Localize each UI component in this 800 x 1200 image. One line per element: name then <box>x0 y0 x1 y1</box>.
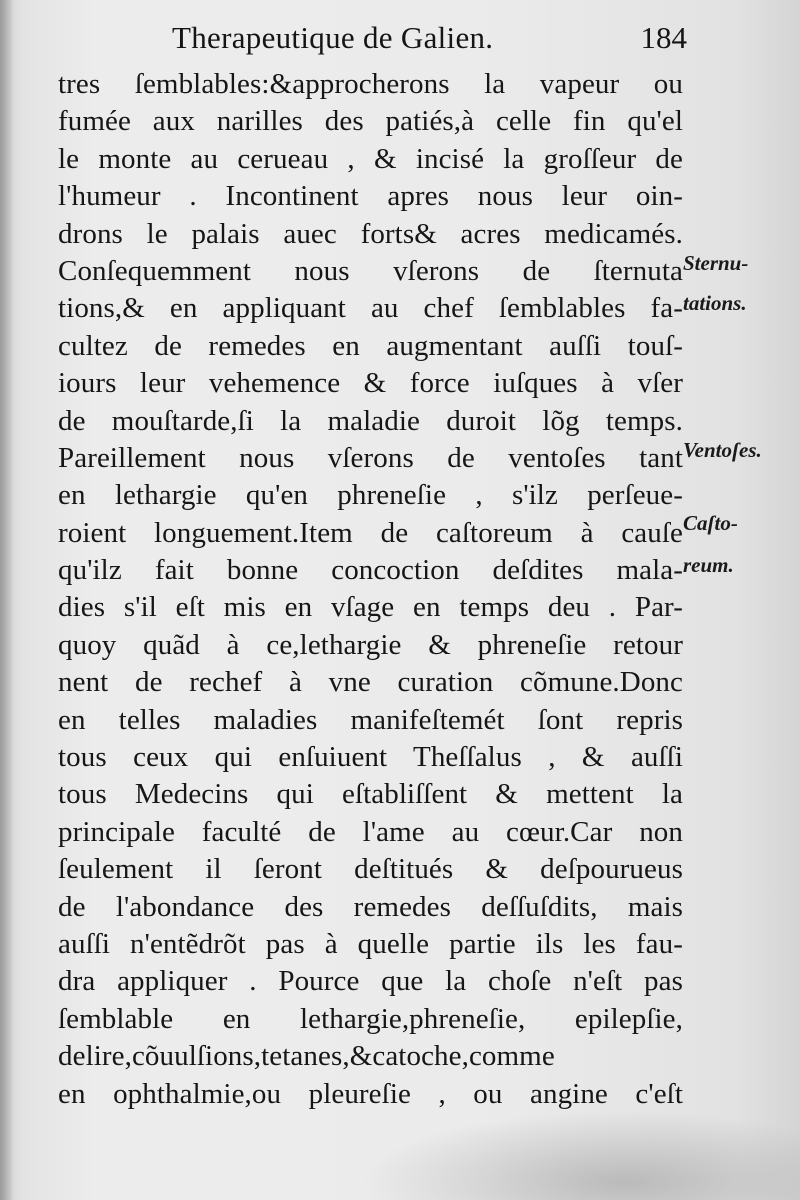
page-header <box>172 20 687 60</box>
page-number: 184 <box>640 20 687 55</box>
text-line: principale faculté de l'ame au cœur.Car non <box>58 815 683 848</box>
text-line: cultez de remedes en augmentant auſſi touſ- <box>58 329 683 362</box>
text-line: de mouſtarde,ſi la maladie duroit lõg temps. <box>58 404 683 437</box>
text-line: Conſequemment nous vſerons de ſternuta <box>58 254 683 287</box>
margin-note-castoreum-1: Caſto- <box>683 511 738 535</box>
text-line: dies s'il eſt mis en vſage en temps deu . Par- <box>58 591 683 624</box>
text-line: quoy quãd à ce,lethargie & phreneſie retour <box>58 628 683 661</box>
text-line: roient longuement.Item de caſtoreum à cauſe <box>58 516 683 549</box>
text-line: auſſi n'entẽdrõt pas à quelle partie ils les fau- <box>58 927 683 960</box>
text-line: ſeulement il ſeront deſtitués & deſpourueus <box>58 853 683 886</box>
text-line: drons le palais auec forts& acres medicamés. <box>58 217 683 250</box>
body-text <box>58 66 683 1113</box>
margin-note-sternutations-1: Sternu- <box>683 251 749 275</box>
text-line: ſemblable en lethargie,phreneſie, epilepſie, <box>58 1002 683 1035</box>
text-line: tous ceux qui enſuiuent Theſſalus , & auſſi <box>58 741 683 774</box>
text-line: Pareillement nous vſerons de ventoſes tant <box>58 441 683 474</box>
text-line: delire,cõuulſions,tetanes,&catoche,comme <box>58 1040 555 1073</box>
text-line: dra appliquer . Pource que la choſe n'eſt pas <box>58 965 683 998</box>
spine-shadow <box>0 0 14 1200</box>
text-line: tres ſemblables:&approcherons la vapeur ou <box>58 68 683 100</box>
text-line: en lethargie qu'en phreneſie , s'ilz perſeue- <box>58 479 683 512</box>
running-head: Therapeutique de Galien. <box>172 20 494 55</box>
text-line: tous Medecins qui eſtabliſſent & mettent la <box>58 778 683 811</box>
text-line: le monte au cerueau , & incisé la groſſeur de <box>58 142 683 175</box>
text-line: nent de rechef à vne curation cõmune.Donc <box>58 666 683 699</box>
margin-notes <box>683 0 800 1200</box>
margin-note-ventoses: Ventoſes. <box>683 438 762 462</box>
text-line: en telles maladies manifeſtemét ſont repris <box>58 703 683 736</box>
margin-note-sternutations-2: tations. <box>683 291 747 315</box>
text-line: tions,& en appliquant au chef ſemblables fa- <box>58 292 683 325</box>
text-line: l'humeur . Incontinent apres nous leur oin- <box>58 180 683 213</box>
text-line: iours leur vehemence & force iuſques à vſer <box>58 367 683 400</box>
margin-note-castoreum-2: reum. <box>683 553 734 577</box>
text-line: de l'abondance des remedes deſſuſdits, mais <box>58 890 683 923</box>
text-line: qu'ilz fait bonne concoction deſdites mala- <box>58 554 683 587</box>
text-line: en ophthalmie,ou pleureſie , ou angine c'eſt <box>58 1077 683 1110</box>
text-line: fumée aux narilles des patiés,à celle fin qu'el <box>58 105 683 138</box>
